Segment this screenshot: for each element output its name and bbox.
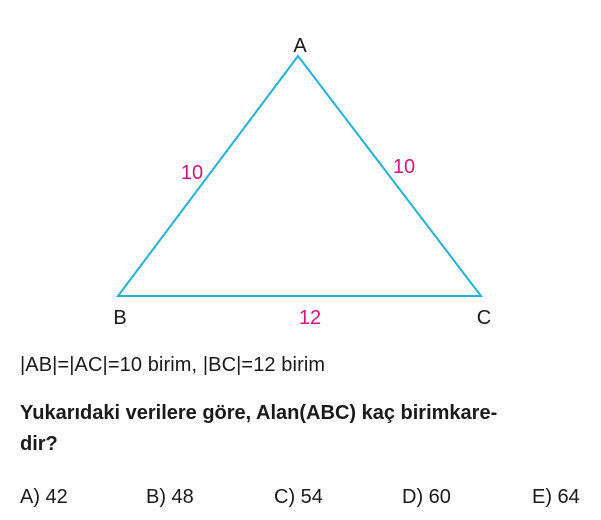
question-line-2: dir? xyxy=(20,433,58,455)
option-d[interactable]: D) 60 xyxy=(402,486,451,508)
given-statement: |AB|=|AC|=10 birim, |BC|=12 birim xyxy=(20,354,326,376)
question-line-1: Yukarıdaki verilere göre, Alan(ABC) kaç birimkare- xyxy=(20,402,498,424)
vertex-label-a: A xyxy=(293,35,307,57)
side-label-ab: 10 xyxy=(180,162,204,184)
triangle-abc xyxy=(118,56,481,296)
side-label-ac: 10 xyxy=(392,156,416,178)
question-text xyxy=(20,398,590,460)
vertex-label-b: B xyxy=(113,307,127,329)
option-e[interactable]: E) 64 xyxy=(532,486,580,508)
option-a[interactable]: A) 42 xyxy=(20,486,68,508)
option-b[interactable]: B) 48 xyxy=(146,486,194,508)
option-c[interactable]: C) 54 xyxy=(274,486,323,508)
answer-options xyxy=(20,486,590,514)
side-label-bc: 12 xyxy=(298,307,322,329)
vertex-label-c: C xyxy=(476,307,492,329)
